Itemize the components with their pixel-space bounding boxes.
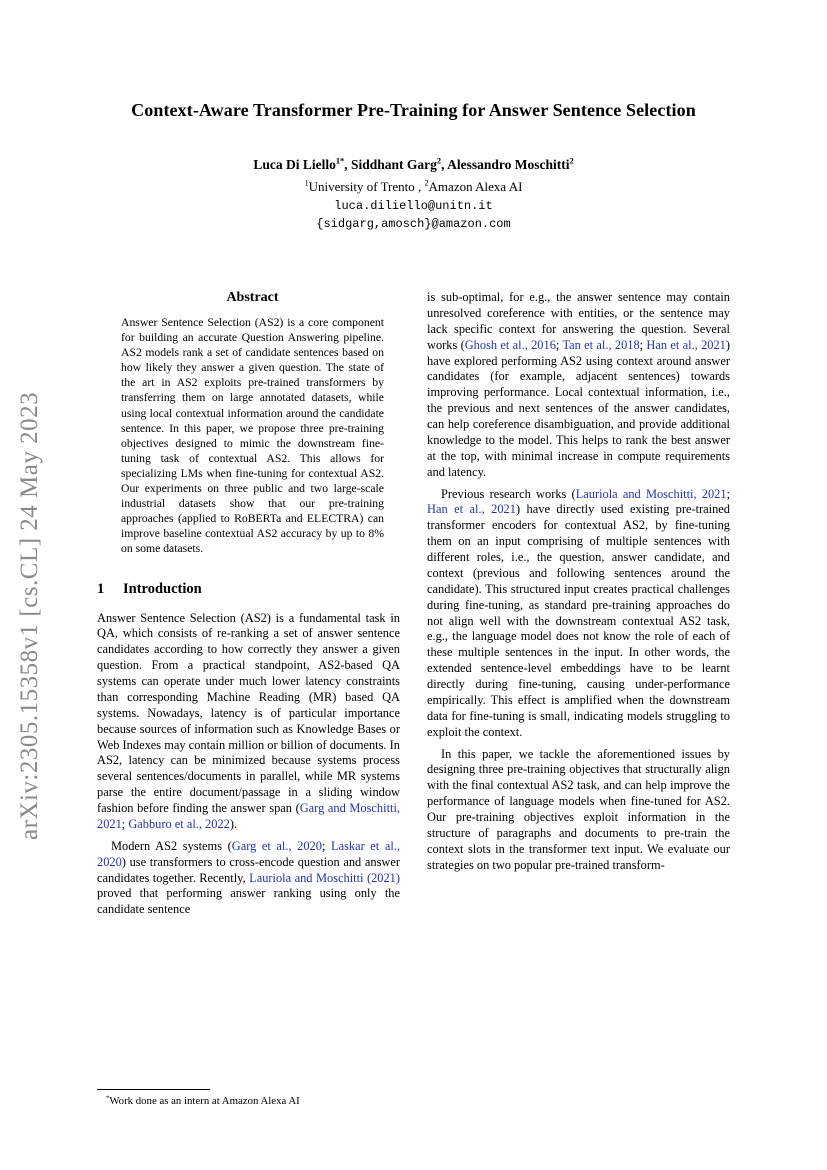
- abstract-block: [97, 290, 400, 557]
- footnote-marker: *: [106, 1093, 110, 1101]
- citation-link[interactable]: Ghosh et al., 2016: [464, 337, 556, 352]
- text-run: 2: [569, 156, 574, 166]
- text-run: 1*: [335, 156, 345, 166]
- abstract-heading: Abstract: [226, 290, 279, 305]
- text-run: ;: [555, 337, 563, 352]
- text-run: ;: [639, 337, 647, 352]
- section-title: Introduction: [123, 580, 202, 597]
- text-run: 2: [436, 156, 442, 166]
- paragraph: [427, 290, 730, 481]
- citation-link[interactable]: Han et al., 2021: [646, 337, 726, 352]
- footnote-block: [97, 1089, 400, 1108]
- text-run: ;: [321, 838, 331, 853]
- text-run: Previous research works (: [441, 486, 576, 501]
- text-run: In this paper, we tackle the aforementioned issues by designing three pre-training objectives that structurally align with the final contextual AS2 task, and can help improve the performance of language models when fine-tuned for AS2. Our pre-training objectives exploit information in the structure of paragraphs and documents to pre-train the context slots in the transformer text input. We evaluate our strategies on two popular pre-trained transform-: [427, 746, 730, 872]
- text-run: 1: [304, 178, 309, 188]
- paragraph: [97, 611, 400, 833]
- citation-link[interactable]: Garg et al., 2020: [231, 838, 322, 853]
- citation-link[interactable]: Tan et al., 2018: [562, 337, 640, 352]
- citation-link[interactable]: Garg and Moschitti, 2021: [97, 801, 400, 831]
- paper-header: [0, 0, 827, 231]
- text-run: Answer Sentence Selection (AS2) is a fundamental task in QA, which consists of re-ranking a set of answer sentence candidates according to how correctly they answer a given question. From a practical standpoint, AS2-based QA systems can operate under much lower latency constraints than corresponding Machine Reading (MR) based QA systems. Nowadays, latency is of particular importance because sources of information such as Knowledge Bases or Web Indexes may contain million or billion of documents. In AS2, latency can be minimized because systems process several sentences/documents in parallel, while MR systems parse the entire document/passage in a sliding window fashion before finding the answer span (: [97, 610, 400, 815]
- citation-link[interactable]: Laskar et al., 2020: [97, 838, 400, 869]
- section-heading-introduction: [97, 581, 400, 598]
- citation-link[interactable]: Lauriola and Moschitti, 2021: [575, 486, 727, 501]
- text-run: ;: [121, 816, 129, 831]
- text-run: Alessandro Moschitti: [447, 157, 570, 172]
- text-run: 2: [424, 178, 429, 188]
- text-run: ,: [441, 157, 448, 172]
- paragraph: [427, 487, 730, 741]
- section-number: 1: [97, 580, 105, 597]
- text-run: proved that performing answer ranking using only the candidate sentence: [97, 886, 400, 917]
- text-run: ;: [726, 486, 731, 501]
- email-line-1: luca.diliello@unitn.it: [334, 199, 493, 213]
- right-column: [427, 290, 730, 1108]
- abstract-text: Answer Sentence Selection (AS2) is a core component for building an accurate Question Answering pipeline. AS2 models rank a set of candidate sentences based on how likely they answer a given question. The state of the art in AS2 exploits pre-trained transformers by transferring them on large annotated datasets, while using local contextual information around the candidate sentence. In this paper, we propose three pre-training objectives designed to mimic the downstream fine-tuning task of contextual AS2. This allows for specializing LMs when fine-tuning for contextual AS2. Our experiments on three public and two large-scale industrial datasets show that our pre-training approaches (applied to RoBERTa and ELECTRA) can improve baseline contextual AS2 accuracy by up to 8% on some datasets.: [121, 316, 384, 556]
- arxiv-watermark: arXiv:2305.15358v1 [cs.CL] 24 May 2023: [16, 391, 43, 841]
- text-run: Siddhant Garg: [350, 157, 437, 172]
- text-run: is sub-optimal, for e.g., the answer sentence may contain unresolved coreference with entities, or the sentence may lack specific context for answering the question. Several works (: [427, 290, 730, 352]
- text-run: Modern AS2 systems (: [111, 838, 232, 853]
- text-run: Luca Di Liello: [253, 157, 336, 172]
- paragraph: [427, 747, 730, 874]
- footnote-rule: [97, 1089, 210, 1090]
- two-column-body: [97, 290, 730, 1108]
- text-run: ).: [229, 816, 238, 831]
- footnote-body: Work done as an intern at Amazon Alexa AI: [109, 1094, 300, 1107]
- paper-title: Context-Aware Transformer Pre-Training for Answer Sentence Selection: [131, 100, 696, 120]
- affiliations-line: [0, 179, 827, 195]
- text-run: Amazon Alexa AI: [428, 179, 523, 194]
- text-run: ,: [344, 157, 351, 172]
- citation-link[interactable]: Gabburo et al., 2022: [128, 816, 230, 831]
- paragraph: [97, 839, 400, 918]
- left-column: [97, 290, 400, 1108]
- text-run: ) use transformers to cross-encode question and answer candidates together. Recently,: [97, 854, 400, 885]
- text-run: University of Trento ,: [308, 179, 425, 194]
- email-line-2: {sidgarg,amosch}@amazon.com: [316, 217, 511, 231]
- authors-line: [0, 157, 827, 173]
- citation-link[interactable]: Lauriola and Moschitti (2021): [249, 870, 400, 885]
- footnote-text: [97, 1095, 400, 1108]
- text-run: ) have directly used existing pre-trained transformer encoders for contextual AS2, by fine-tuning them on an input comprising of multiple sentences with different roles, i.e., the question, answer candidate, and context (previous and following sentences around the candidate). This structured input creates practical challenges during fine-tuning, as standard pre-training approaches do not align well with the downstream contextual AS2 task, e.g., the language model does not know the role of each of these multiple sentences in the input. In other words, the extended sentence-level embeddings have to be learnt directly during fine-tuning, causing under-performance empirically. This effect is amplified when the downstream data for fine-tuning is small, indicating models struggling to exploit the context.: [427, 502, 731, 739]
- text-run: ) have explored performing AS2 using context around answer candidates (for example, adjacent sentences) towards improving performance. Local contextual information, i.e., the previous and next sentences of the answer candidates, can help coreference disambiguation, and provide additional knowledge to the model. This helps to rank the best answer at the top, with minimal increase in compute requirements and latency.: [427, 337, 731, 479]
- citation-link[interactable]: Han et al., 2021: [427, 502, 516, 517]
